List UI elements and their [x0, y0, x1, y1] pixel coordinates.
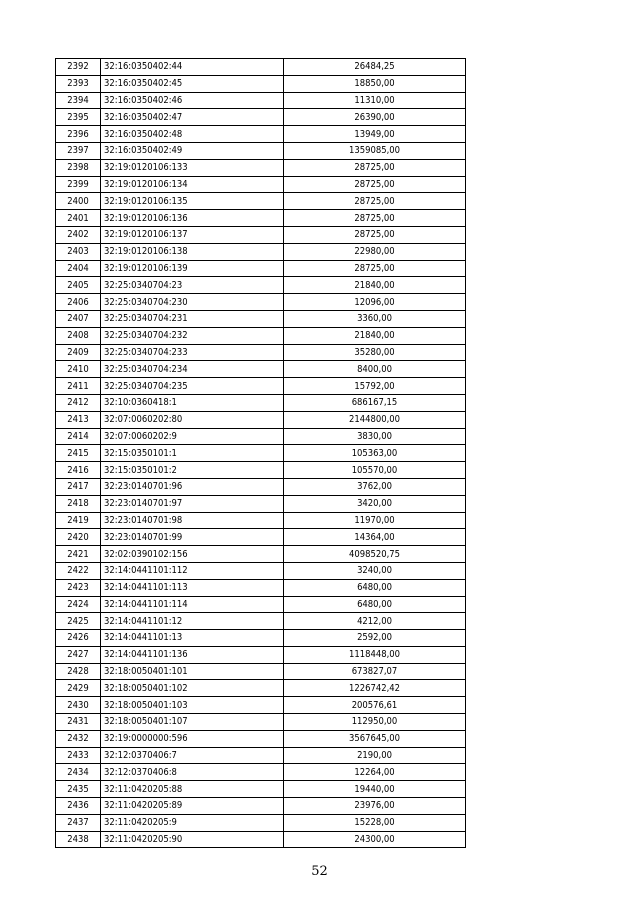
page-number: 52	[311, 864, 328, 879]
cadastral-number-cell: 32:23:0140701:98	[101, 512, 284, 529]
value-cell: 3830,00	[284, 428, 466, 445]
table-row	[56, 697, 466, 714]
table-row	[56, 109, 466, 126]
row-number-cell: 2400	[56, 193, 101, 210]
table-row	[56, 75, 466, 92]
row-number-cell: 2410	[56, 361, 101, 378]
table-row	[56, 411, 466, 428]
table-row	[56, 831, 466, 848]
value-cell: 673827,07	[284, 663, 466, 680]
cadastral-number-cell: 32:19:0120106:137	[101, 226, 284, 243]
cadastral-number-cell: 32:19:0120106:138	[101, 243, 284, 260]
table-row	[56, 59, 466, 76]
value-cell: 28725,00	[284, 159, 466, 176]
cadastral-number-cell: 32:19:0000000:596	[101, 730, 284, 747]
table-row	[56, 546, 466, 563]
value-cell: 28725,00	[284, 260, 466, 277]
table-row	[56, 663, 466, 680]
row-number-cell: 2425	[56, 613, 101, 630]
value-cell: 3360,00	[284, 310, 466, 327]
cadastral-number-cell: 32:23:0140701:97	[101, 495, 284, 512]
cadastral-number-cell: 32:15:0350101:1	[101, 445, 284, 462]
row-number-cell: 2405	[56, 277, 101, 294]
value-cell: 35280,00	[284, 344, 466, 361]
value-cell: 28725,00	[284, 210, 466, 227]
cadastral-number-cell: 32:15:0350101:2	[101, 462, 284, 479]
cadastral-number-cell: 32:23:0140701:99	[101, 529, 284, 546]
row-number-cell: 2399	[56, 176, 101, 193]
cadastral-number-cell: 32:25:0340704:235	[101, 378, 284, 395]
table-row	[56, 562, 466, 579]
cadastral-number-cell: 32:11:0420205:89	[101, 798, 284, 815]
cadastral-number-cell: 32:25:0340704:23	[101, 277, 284, 294]
row-number-cell: 2402	[56, 226, 101, 243]
table-row	[56, 646, 466, 663]
row-number-cell: 2428	[56, 663, 101, 680]
cadastral-number-cell: 32:11:0420205:88	[101, 781, 284, 798]
value-cell: 28725,00	[284, 226, 466, 243]
row-number-cell: 2401	[56, 210, 101, 227]
cadastral-number-cell: 32:19:0120106:134	[101, 176, 284, 193]
row-number-cell: 2416	[56, 462, 101, 479]
value-cell: 2592,00	[284, 630, 466, 647]
cadastral-number-cell: 32:19:0120106:135	[101, 193, 284, 210]
cadastral-number-cell: 32:25:0340704:233	[101, 344, 284, 361]
value-cell: 105363,00	[284, 445, 466, 462]
table-row	[56, 210, 466, 227]
table-row	[56, 126, 466, 143]
table-row	[56, 226, 466, 243]
cadastral-number-cell: 32:25:0340704:232	[101, 327, 284, 344]
cadastral-number-cell: 32:25:0340704:230	[101, 294, 284, 311]
value-cell: 23976,00	[284, 798, 466, 815]
row-number-cell: 2434	[56, 764, 101, 781]
table-row	[56, 529, 466, 546]
row-number-cell: 2414	[56, 428, 101, 445]
cadastral-number-cell: 32:11:0420205:9	[101, 814, 284, 831]
value-cell: 18850,00	[284, 75, 466, 92]
cadastral-number-cell: 32:14:0441101:114	[101, 596, 284, 613]
row-number-cell: 2396	[56, 126, 101, 143]
value-cell: 26484,25	[284, 59, 466, 76]
cadastral-number-cell: 32:23:0140701:96	[101, 478, 284, 495]
value-cell: 2190,00	[284, 747, 466, 764]
table-row	[56, 159, 466, 176]
value-cell: 12264,00	[284, 764, 466, 781]
row-number-cell: 2437	[56, 814, 101, 831]
table-row	[56, 193, 466, 210]
cadastral-number-cell: 32:18:0050401:101	[101, 663, 284, 680]
table-row	[56, 327, 466, 344]
table-row	[56, 613, 466, 630]
value-cell: 11970,00	[284, 512, 466, 529]
cadastral-number-cell: 32:10:0360418:1	[101, 394, 284, 411]
row-number-cell: 2421	[56, 546, 101, 563]
row-number-cell: 2432	[56, 730, 101, 747]
value-cell: 8400,00	[284, 361, 466, 378]
cadastral-number-cell: 32:16:0350402:46	[101, 92, 284, 109]
row-number-cell: 2438	[56, 831, 101, 848]
cadastral-number-cell: 32:19:0120106:136	[101, 210, 284, 227]
value-cell: 112950,00	[284, 714, 466, 731]
row-number-cell: 2408	[56, 327, 101, 344]
row-number-cell: 2395	[56, 109, 101, 126]
value-cell: 3567645,00	[284, 730, 466, 747]
row-number-cell: 2412	[56, 394, 101, 411]
value-cell: 15792,00	[284, 378, 466, 395]
value-cell: 2144800,00	[284, 411, 466, 428]
table-row	[56, 277, 466, 294]
value-cell: 3240,00	[284, 562, 466, 579]
cadastral-number-cell: 32:14:0441101:113	[101, 579, 284, 596]
row-number-cell: 2424	[56, 596, 101, 613]
cadastral-number-cell: 32:07:0060202:80	[101, 411, 284, 428]
value-cell: 6480,00	[284, 596, 466, 613]
row-number-cell: 2423	[56, 579, 101, 596]
table-row	[56, 344, 466, 361]
value-cell: 3420,00	[284, 495, 466, 512]
table-row	[56, 176, 466, 193]
table-row	[56, 394, 466, 411]
value-cell: 24300,00	[284, 831, 466, 848]
cadastral-number-cell: 32:14:0441101:13	[101, 630, 284, 647]
value-cell: 4098520,75	[284, 546, 466, 563]
cadastral-number-cell: 32:16:0350402:45	[101, 75, 284, 92]
cadastral-number-cell: 32:19:0120106:133	[101, 159, 284, 176]
table-row	[56, 579, 466, 596]
value-cell: 6480,00	[284, 579, 466, 596]
row-number-cell: 2397	[56, 142, 101, 159]
table-row	[56, 747, 466, 764]
row-number-cell: 2430	[56, 697, 101, 714]
table-row	[56, 781, 466, 798]
cadastral-number-cell: 32:14:0441101:136	[101, 646, 284, 663]
table-row	[56, 260, 466, 277]
table-row	[56, 361, 466, 378]
cadastral-number-cell: 32:14:0441101:112	[101, 562, 284, 579]
cadastral-number-cell: 32:02:0390102:156	[101, 546, 284, 563]
row-number-cell: 2403	[56, 243, 101, 260]
cadastral-number-cell: 32:12:0370406:8	[101, 764, 284, 781]
row-number-cell: 2409	[56, 344, 101, 361]
table-row	[56, 462, 466, 479]
value-cell: 200576,61	[284, 697, 466, 714]
value-cell: 15228,00	[284, 814, 466, 831]
value-cell: 28725,00	[284, 193, 466, 210]
table-row	[56, 142, 466, 159]
table-row	[56, 310, 466, 327]
value-cell: 1226742,42	[284, 680, 466, 697]
row-number-cell: 2413	[56, 411, 101, 428]
row-number-cell: 2404	[56, 260, 101, 277]
table-row	[56, 596, 466, 613]
value-cell: 1359085,00	[284, 142, 466, 159]
table-row	[56, 378, 466, 395]
cadastral-number-cell: 32:16:0350402:48	[101, 126, 284, 143]
table-row	[56, 478, 466, 495]
table-row	[56, 680, 466, 697]
table-row	[56, 798, 466, 815]
row-number-cell: 2418	[56, 495, 101, 512]
row-number-cell: 2407	[56, 310, 101, 327]
table-row	[56, 814, 466, 831]
row-number-cell: 2422	[56, 562, 101, 579]
table-row	[56, 730, 466, 747]
cadastral-number-cell: 32:16:0350402:47	[101, 109, 284, 126]
table-row	[56, 714, 466, 731]
table-body	[56, 59, 466, 848]
value-cell: 19440,00	[284, 781, 466, 798]
value-cell: 3762,00	[284, 478, 466, 495]
row-number-cell: 2411	[56, 378, 101, 395]
cadastral-number-cell: 32:18:0050401:103	[101, 697, 284, 714]
row-number-cell: 2398	[56, 159, 101, 176]
cadastral-number-cell: 32:16:0350402:49	[101, 142, 284, 159]
table-row	[56, 764, 466, 781]
row-number-cell: 2419	[56, 512, 101, 529]
row-number-cell: 2436	[56, 798, 101, 815]
cadastral-number-cell: 32:16:0350402:44	[101, 59, 284, 76]
table-row	[56, 92, 466, 109]
cadastral-number-cell: 32:25:0340704:231	[101, 310, 284, 327]
cadastral-number-cell: 32:11:0420205:90	[101, 831, 284, 848]
table-row	[56, 445, 466, 462]
value-cell: 12096,00	[284, 294, 466, 311]
row-number-cell: 2417	[56, 478, 101, 495]
table-row	[56, 243, 466, 260]
row-number-cell: 2429	[56, 680, 101, 697]
cadastral-number-cell: 32:18:0050401:102	[101, 680, 284, 697]
cadastral-number-cell: 32:07:0060202:9	[101, 428, 284, 445]
table-row	[56, 495, 466, 512]
value-cell: 105570,00	[284, 462, 466, 479]
row-number-cell: 2394	[56, 92, 101, 109]
value-cell: 1118448,00	[284, 646, 466, 663]
cadastral-number-cell: 32:19:0120106:139	[101, 260, 284, 277]
value-cell: 21840,00	[284, 277, 466, 294]
value-cell: 13949,00	[284, 126, 466, 143]
row-number-cell: 2392	[56, 59, 101, 76]
row-number-cell: 2415	[56, 445, 101, 462]
table-row	[56, 512, 466, 529]
row-number-cell: 2393	[56, 75, 101, 92]
cadastral-number-cell: 32:18:0050401:107	[101, 714, 284, 731]
value-cell: 28725,00	[284, 176, 466, 193]
row-number-cell: 2433	[56, 747, 101, 764]
row-number-cell: 2435	[56, 781, 101, 798]
table-row	[56, 630, 466, 647]
row-number-cell: 2406	[56, 294, 101, 311]
row-number-cell: 2427	[56, 646, 101, 663]
value-cell: 686167,15	[284, 394, 466, 411]
cadastral-number-cell: 32:25:0340704:234	[101, 361, 284, 378]
value-cell: 22980,00	[284, 243, 466, 260]
value-cell: 11310,00	[284, 92, 466, 109]
row-number-cell: 2431	[56, 714, 101, 731]
row-number-cell: 2420	[56, 529, 101, 546]
value-cell: 14364,00	[284, 529, 466, 546]
table-row	[56, 294, 466, 311]
value-cell: 26390,00	[284, 109, 466, 126]
row-number-cell: 2426	[56, 630, 101, 647]
value-cell: 21840,00	[284, 327, 466, 344]
value-cell: 4212,00	[284, 613, 466, 630]
cadastral-number-cell: 32:12:0370406:7	[101, 747, 284, 764]
cadastral-number-cell: 32:14:0441101:12	[101, 613, 284, 630]
table-row	[56, 428, 466, 445]
cadastral-value-table	[55, 58, 466, 848]
